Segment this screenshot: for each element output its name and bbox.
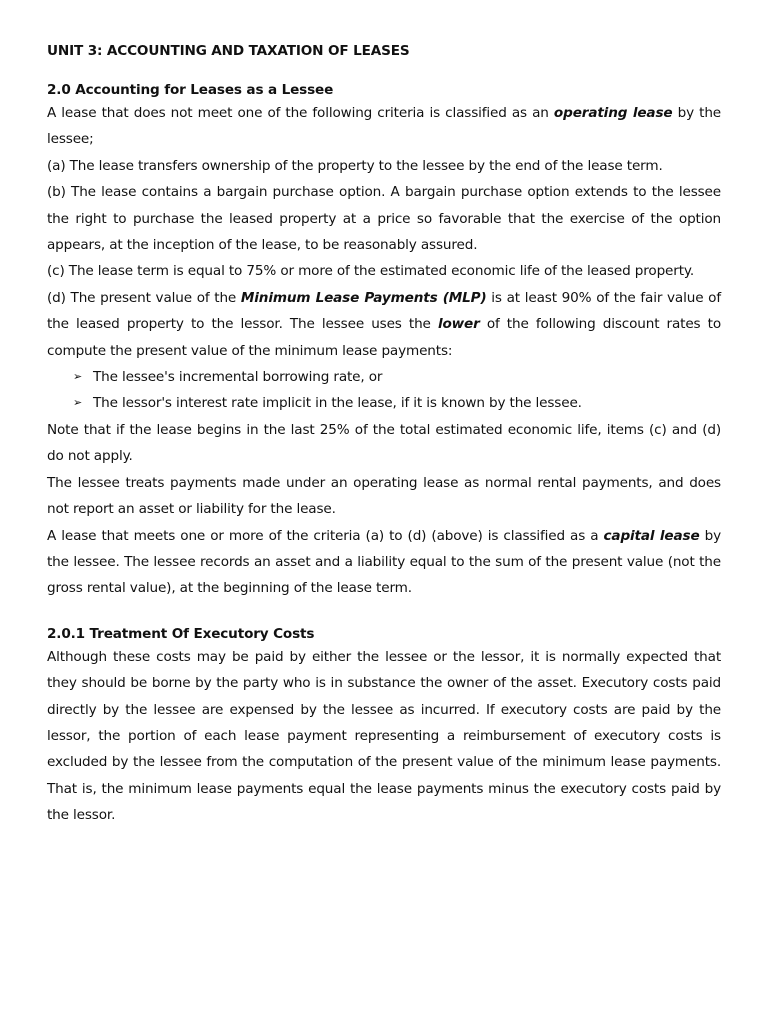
arrow-bullet-icon: ➢ xyxy=(73,370,83,384)
unit-title: UNIT 3: ACCOUNTING AND TAXATION OF LEASES xyxy=(47,43,410,59)
operating-lease-term: operating lease xyxy=(553,105,673,121)
criterion-d xyxy=(47,285,721,364)
arrow-bullet-icon: ➢ xyxy=(73,396,83,410)
discount-rate-list xyxy=(47,364,721,417)
capital-text-b: by the lessee. The lessee records an asset and a liability equal to the sum of the present value (not the gross rental value), at the beginning of the lease term. xyxy=(47,527,721,597)
lower-term: lower xyxy=(437,316,480,333)
criterion-a: (a) The lease transfers ownership of the property to the lessee by the end of the lease term. xyxy=(47,157,663,174)
executory-costs-paragraph: Although these costs may be paid by either the lessee or the lessor, it is normally expected that they should be borne by the party who is in substance the owner of the asset. Executory costs paid directly by the lessee are expensed by the lessee as incurred. If executory costs are paid by the lessor, the portion of each lease payment representing a reimbursement of executory costs is excluded by the lessee from the computation of the present value of the minimum lease payments. That is, the minimum lease payments equal the lease payments minus the executory costs paid by the lessor. xyxy=(47,648,721,824)
capital-lease-paragraph xyxy=(47,523,721,602)
section-heading-2-0: 2.0 Accounting for Leases as a Lessee xyxy=(47,82,334,98)
capital-text-a: A lease that meets one or more of the criteria (a) to (d) (above) is classified as a xyxy=(47,527,604,544)
section-heading-2-0-1: 2.0.1 Treatment Of Executory Costs xyxy=(47,625,315,642)
operating-lease-paragraph: The lessee treats payments made under an operating lease as normal rental payments, and does not report an asset or liability for the lease. xyxy=(47,474,721,518)
list-item xyxy=(47,390,721,416)
intro-text-a: A lease that does not meet one of the following criteria is classified as an xyxy=(47,105,554,121)
crit-d-text-3: of the following discount rates to compute the present value of the minimum lease payments: xyxy=(47,316,722,359)
section-spacer xyxy=(47,602,721,624)
list-item xyxy=(47,364,721,390)
criterion-b: (b) The lease contains a bargain purchase option. A bargain purchase option extends to the lessee the right to purchase the leased property at a price so favorable that the exercise of the option appears, at the inception of the lease, to be reasonably assured. xyxy=(47,184,721,254)
crit-d-text-1: (d) The present value of the xyxy=(47,289,241,306)
document-page xyxy=(47,40,721,829)
list-item-text: The lessee's incremental borrowing rate, or xyxy=(93,369,383,386)
note-paragraph: Note that if the lease begins in the last 25% of the total estimated economic life, items (c) and (d) do not apply. xyxy=(47,421,721,465)
list-item-text: The lessor's interest rate implicit in the lease, if it is known by the lessee. xyxy=(93,395,582,412)
intro-text-b: by the lessee; xyxy=(47,105,721,148)
criterion-c: (c) The lease term is equal to 75% or more of the estimated economic life of the leased property. xyxy=(47,263,695,280)
crit-d-text-2: is at least 90% of the fair value of the leased property to the lessor. The lessee uses the xyxy=(47,289,721,333)
mlp-term: Minimum Lease Payments (MLP) xyxy=(240,289,487,306)
capital-lease-term: capital lease xyxy=(603,527,700,544)
operating-lease-intro xyxy=(47,100,721,153)
